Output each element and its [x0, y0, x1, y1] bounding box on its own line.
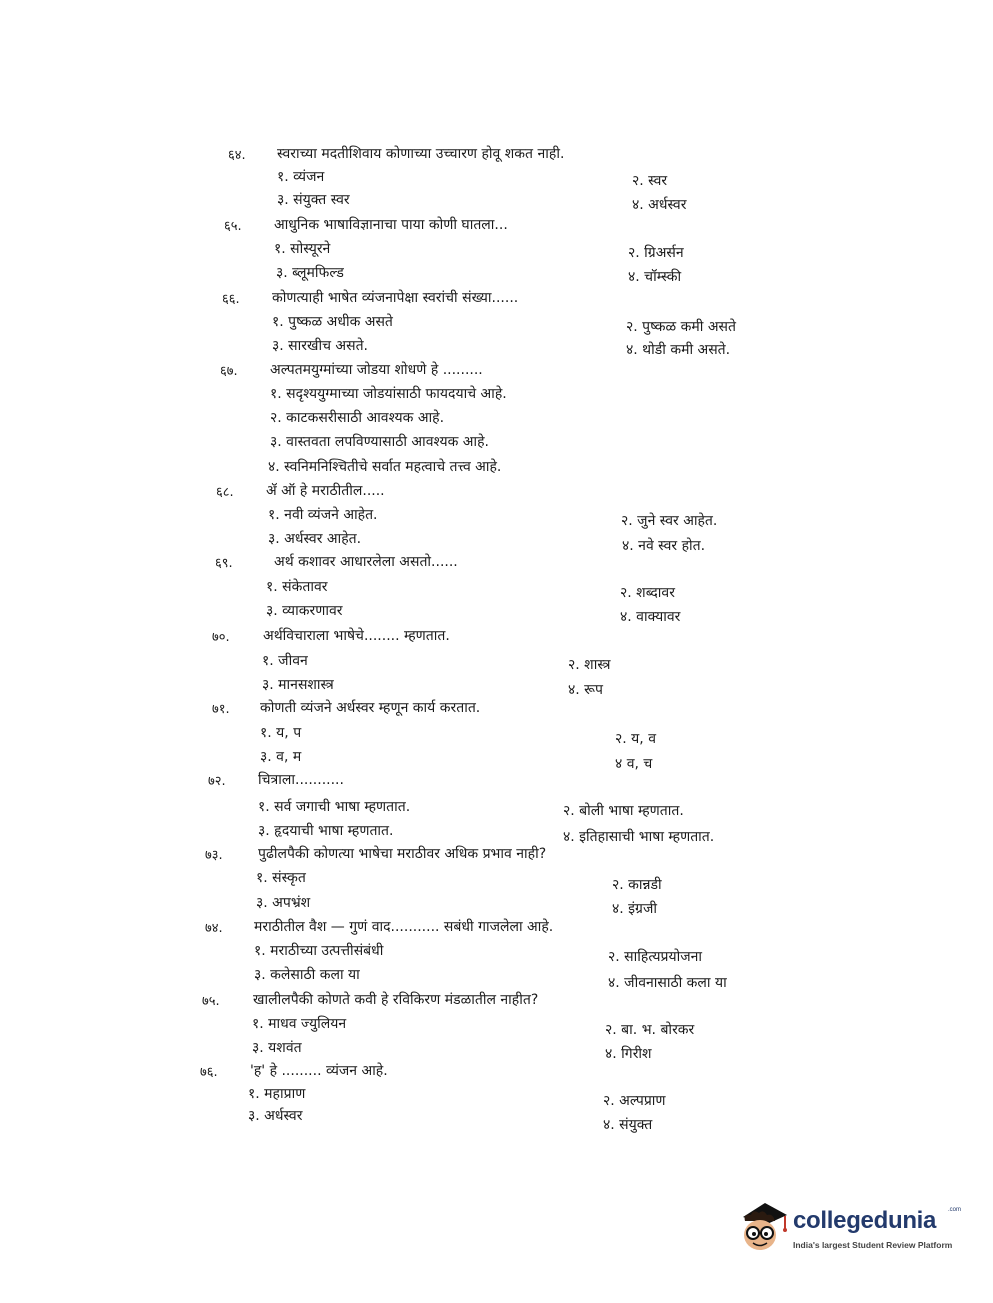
answer-option: ४. स्वनिमनिश्चितीचे सर्वात महत्वाचे तत्त्व आहे. — [268, 459, 502, 475]
logo-tld: .com — [948, 1207, 962, 1213]
answer-option: ३. व्याकरणावर — [266, 603, 343, 619]
question-text: अर्थ कशावर आधारलेला असतो...... — [274, 554, 458, 570]
question-text: ॲ ऑ हे मराठीतील..... — [266, 483, 385, 499]
answer-option: १. संकेतावर — [266, 579, 328, 595]
question-number: ७२. — [208, 774, 226, 789]
answer-option: २. स्वर — [632, 173, 668, 189]
answer-option: ३. हृदयाची भाषा म्हणतात. — [258, 823, 394, 839]
answer-option: ४. गिरीश — [605, 1046, 652, 1062]
logo-tagline: India's largest Student Review Platform — [793, 1240, 953, 1250]
question-text: खालीलपैकी कोणते कवी हे रविकिरण मंडळातील नाहीत? — [253, 992, 539, 1008]
question-number: ६९. — [215, 556, 233, 571]
question-text: कोणती व्यंजने अर्धस्वर म्हणून कार्य करतात. — [260, 700, 481, 716]
answer-option: ४. इंग्रजी — [612, 901, 657, 917]
answer-option: ३. यशवंत — [252, 1040, 302, 1056]
question-text: चित्राला........... — [258, 772, 344, 788]
question-number: ६५. — [224, 219, 242, 234]
answer-option: २. पुष्कळ कमी असते — [626, 319, 736, 335]
answer-option: १. पुष्कळ अधीक असते — [272, 314, 393, 330]
answer-option: ४. जीवनासाठी कला या — [608, 975, 727, 991]
answer-option: ३. अर्धस्वर आहेत. — [268, 531, 362, 547]
answer-option: १. सदृश्ययुग्माच्या जोडयांसाठी फायदयाचे आहे. — [270, 386, 507, 402]
collegedunia-logo — [735, 1195, 965, 1265]
answer-option: ३. ब्लूमफिल्ड — [276, 265, 344, 281]
answer-option: २. शब्दावर — [620, 585, 675, 601]
answer-option: ४. नवे स्वर होत. — [622, 538, 706, 554]
question-text: पुढीलपैकी कोणत्या भाषेचा मराठीवर अधिक प्रभाव नाही? — [258, 846, 547, 862]
question-text: आधुनिक भाषाविज्ञानाचा पाया कोणी घातला... — [274, 217, 508, 233]
answer-option: २. बा. भ. बोरकर — [605, 1022, 695, 1038]
answer-option: १. य, प — [260, 725, 302, 741]
question-number: ७१. — [212, 702, 230, 717]
answer-option: २. ग्रिअर्सन — [628, 245, 684, 261]
question-number: ६६. — [222, 292, 240, 307]
answer-option: १. मराठीच्या उत्पत्तीसंबंधी — [254, 943, 384, 959]
mascot-icon — [735, 1195, 791, 1261]
answer-option: ३. व, म — [260, 749, 302, 765]
question-number: ६७. — [220, 364, 238, 379]
question-text: 'ह' हे ......... व्यंजन आहे. — [250, 1063, 388, 1079]
question-number: ६८. — [216, 485, 234, 500]
answer-option: १. व्यंजन — [277, 169, 325, 185]
question-number: ६४. — [228, 148, 246, 163]
answer-option: ४. चॉम्स्की — [628, 269, 682, 285]
answer-option: २. शास्त्र — [568, 657, 611, 673]
answer-option: १. महाप्राण — [248, 1086, 306, 1102]
answer-option: १. संस्कृत — [256, 870, 306, 886]
question-text: स्वराच्या मदतीशिवाय कोणाच्या उच्चारण होवू शकत नाही. — [277, 146, 565, 162]
logo-wordmark: collegedunia — [793, 1207, 937, 1234]
answer-option: २. साहित्यप्रयोजना — [608, 949, 703, 965]
answer-option: २. काटकसरीसाठी आवश्यक आहे. — [270, 410, 445, 426]
answer-option: १. सोस्यूरने — [274, 241, 331, 257]
question-number: ७५. — [202, 994, 220, 1009]
question-text: अल्पतमयुग्मांच्या जोडया शोधणे हे ......... — [270, 362, 483, 378]
answer-option: ४. थोडी कमी असते. — [626, 342, 731, 358]
answer-option: ३. सारखीच असते. — [272, 338, 369, 354]
question-text: मराठीतील वैश — गुणं वाद........... सबंधी गाजलेला आहे. — [254, 919, 554, 935]
answer-option: ४ व, च — [615, 756, 653, 772]
answer-option: २. जुने स्वर आहेत. — [621, 513, 718, 529]
answer-option: १. नवी व्यंजने आहेत. — [268, 507, 378, 523]
answer-option: ४. संयुक्त — [603, 1117, 653, 1133]
answer-option: १. माधव ज्युलियन — [252, 1016, 347, 1032]
answer-option: १. सर्व जगाची भाषा म्हणतात. — [258, 799, 411, 815]
question-number: ७०. — [212, 630, 230, 645]
answer-option: ४. वाक्यावर — [620, 609, 681, 625]
question-number: ७३. — [205, 848, 223, 863]
answer-option: २. कान्नडी — [612, 877, 662, 893]
question-number: ७६. — [200, 1065, 218, 1080]
answer-option: २. अल्पप्राण — [603, 1093, 666, 1109]
answer-option: ३. कलेसाठी कला या — [254, 967, 360, 983]
answer-option: ३. अपभ्रंश — [256, 895, 311, 911]
question-number: ७४. — [205, 921, 223, 936]
answer-option: ३. अर्धस्वर — [248, 1108, 303, 1124]
answer-option: ४. इतिहासाची भाषा म्हणतात. — [563, 829, 715, 845]
question-text: कोणत्याही भाषेत व्यंजनापेक्षा स्वरांची संख्या...... — [272, 290, 519, 306]
answer-option: २. य, व — [615, 731, 656, 747]
answer-option: ३. वास्तवता लपविण्यासाठी आवश्यक आहे. — [270, 434, 489, 450]
answer-option: ४. अर्धस्वर — [632, 197, 687, 213]
question-text: अर्थविचाराला भाषेचे........ म्हणतात. — [263, 628, 450, 644]
answer-option: ४. रूप — [568, 682, 604, 698]
answer-option: १. जीवन — [262, 653, 308, 669]
answer-option: ३. मानसशास्त्र — [262, 677, 334, 693]
answer-option: २. बोली भाषा म्हणतात. — [563, 803, 684, 819]
answer-option: ३. संयुक्त स्वर — [277, 192, 350, 208]
